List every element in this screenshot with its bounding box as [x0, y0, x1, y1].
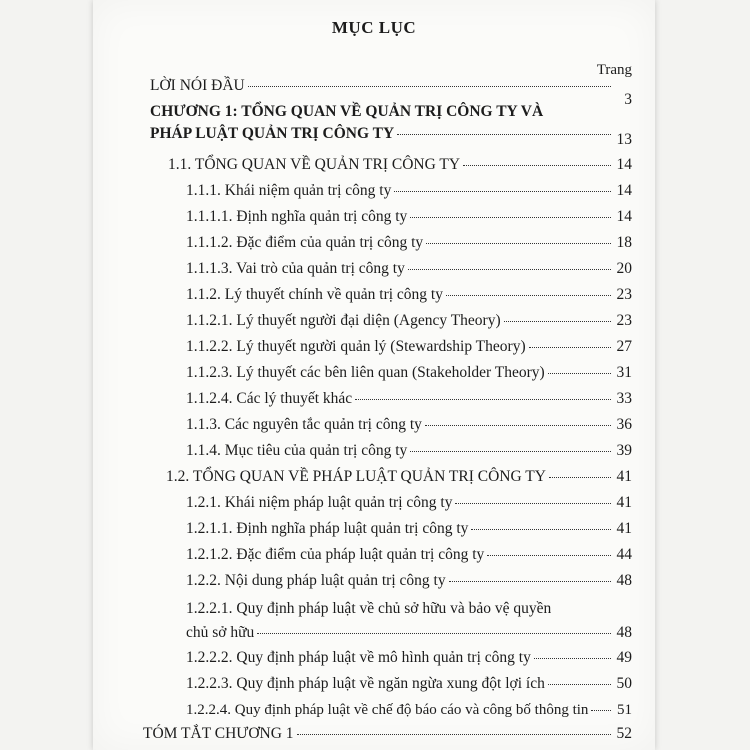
toc-entry-text: 1.1.1. Khái niệm quản trị công ty	[186, 182, 392, 199]
toc-entry	[186, 571, 632, 591]
toc-entry-page: 31	[616, 364, 632, 381]
toc-entry	[186, 674, 632, 694]
toc-entry-page: 44	[616, 546, 632, 563]
toc-entry	[186, 389, 632, 409]
toc-entry-text: 1.1.2.4. Các lý thuyết khác	[186, 390, 353, 407]
dot-leader	[504, 321, 611, 322]
dot-leader	[548, 684, 611, 685]
toc-entry	[186, 181, 632, 201]
toc-entry	[186, 259, 632, 279]
toc-entry-text: PHÁP LUẬT QUẢN TRỊ CÔNG TY	[150, 125, 395, 142]
dot-leader	[425, 425, 611, 426]
toc-entry-text: 1.1.2.1. Lý thuyết người đại diện (Agency Theory)	[186, 312, 501, 329]
page-title: MỤC LỤC	[331, 18, 417, 37]
toc-entry-text: 1.1.1.2. Đặc điểm của quản trị công ty	[186, 234, 424, 251]
toc-entry	[186, 415, 632, 435]
toc-entry	[186, 597, 632, 645]
toc-entry	[186, 441, 632, 461]
toc-entry-text: LỜI NÓI ĐẦU	[150, 77, 245, 94]
toc-entry-text: 1.1.1.3. Vai trò của quản trị công ty	[186, 260, 405, 277]
toc-entry-page: 41	[616, 468, 632, 485]
dot-leader	[548, 373, 611, 374]
toc-entry-page: 48	[616, 624, 632, 641]
toc-entry	[186, 519, 632, 539]
toc-entry-text: 1.1.4. Mục tiêu của quản trị công ty	[186, 442, 408, 459]
dot-leader	[487, 555, 611, 556]
page-column-label: Trang	[596, 62, 632, 78]
toc-entry-page: 20	[616, 260, 632, 277]
toc-entry	[143, 724, 632, 744]
toc-entry-page: 51	[617, 702, 632, 718]
dot-leader	[529, 347, 611, 348]
toc-entry-text: 1.2.1.2. Đặc điểm của pháp luật quản trị công ty	[186, 546, 485, 563]
toc-entry	[166, 467, 632, 487]
dot-leader	[410, 451, 611, 452]
toc-entry-page: 3	[624, 91, 632, 108]
toc-entry-page: 41	[616, 494, 632, 511]
dot-leader	[248, 86, 611, 87]
toc-entry-text: TÓM TẮT CHƯƠNG 1	[143, 725, 294, 742]
dot-leader	[355, 399, 611, 400]
toc-entry-text: 1.1.2.3. Lý thuyết các bên liên quan (Stakeholder Theory)	[186, 364, 545, 381]
toc-entry-page: 23	[616, 286, 632, 303]
toc-entry	[186, 233, 632, 253]
toc-entry	[186, 648, 632, 668]
toc-entry	[186, 493, 632, 513]
dot-leader	[257, 633, 611, 634]
toc-entry	[186, 311, 632, 331]
dot-leader	[408, 269, 611, 270]
dot-leader	[394, 191, 611, 192]
toc-entry	[168, 155, 632, 175]
toc-entry-page: 33	[616, 390, 632, 407]
toc-entry-text: 1.2.1.1. Định nghĩa pháp luật quản trị công ty	[186, 520, 469, 537]
toc-entry-page: 13	[616, 131, 632, 148]
toc-entry-page: 36	[616, 416, 632, 433]
toc-entry-text: 1.2.2.4. Quy định pháp luật về chế độ báo cáo và công bố thông tin	[186, 702, 589, 718]
toc-entry-text-line1: 1.2.2.1. Quy định pháp luật về chủ sở hữu và bảo vệ quyền	[186, 600, 552, 617]
toc-entry-text: 1.2.2. Nội dung pháp luật quản trị công ty	[186, 572, 446, 589]
toc-entry-text: 1.1.1.1. Định nghĩa quản trị công ty	[186, 208, 408, 225]
toc-entry-chapter	[150, 101, 632, 148]
dot-leader	[534, 658, 611, 659]
toc-entry-text: 1.1.3. Các nguyên tắc quản trị công ty	[186, 416, 422, 433]
document-page	[93, 0, 655, 750]
toc-entry	[186, 363, 632, 383]
dot-leader	[426, 243, 611, 244]
dot-leader	[455, 503, 611, 504]
dot-leader	[471, 529, 611, 530]
toc-entry-page: 14	[616, 182, 632, 199]
toc-entry-page: 48	[616, 572, 632, 589]
toc-entry-text: chủ sở hữu	[186, 624, 255, 641]
toc-entry-page: 14	[616, 208, 632, 225]
dot-leader	[410, 217, 611, 218]
toc-entry-page: 50	[616, 675, 632, 692]
toc-entry-text: 1.2.2.2. Quy định pháp luật về mô hình quản trị công ty	[186, 649, 531, 666]
dot-leader	[463, 165, 611, 166]
toc-entry-page: 52	[616, 725, 632, 742]
toc-entry	[186, 207, 632, 227]
toc-entry-page: 41	[616, 520, 632, 537]
toc-entry	[186, 285, 632, 305]
toc-entry	[186, 337, 632, 357]
toc-entry	[150, 76, 632, 108]
toc-entry-text: 1.1.2.2. Lý thuyết người quản lý (Stewardship Theory)	[186, 338, 526, 355]
toc-entry-text: 1.1.2. Lý thuyết chính về quản trị công ty	[186, 286, 443, 303]
toc-entry	[186, 700, 632, 720]
toc-entry-text: 1.1. TỔNG QUAN VỀ QUẢN TRỊ CÔNG TY	[168, 156, 461, 173]
dot-leader	[591, 710, 611, 711]
toc-entry-page: 14	[616, 156, 632, 173]
dot-leader	[397, 134, 611, 135]
dot-leader	[297, 734, 611, 735]
toc-entry-text-line1: CHƯƠNG 1: TỔNG QUAN VỀ QUẢN TRỊ CÔNG TY VÀ	[150, 103, 544, 120]
toc-entry-page: 27	[616, 338, 632, 355]
toc-entry	[186, 545, 632, 565]
toc-entry-page: 39	[616, 442, 632, 459]
dot-leader	[549, 477, 611, 478]
toc-entry-page: 23	[616, 312, 632, 329]
toc-entry-text: 1.2. TỔNG QUAN VỀ PHÁP LUẬT QUẢN TRỊ CÔNG TY	[166, 468, 546, 485]
dot-leader	[446, 295, 611, 296]
toc-entry-page: 49	[616, 649, 632, 666]
dot-leader	[449, 581, 611, 582]
toc-entry-text: 1.2.2.3. Quy định pháp luật về ngăn ngừa xung đột lợi ích	[186, 675, 545, 692]
toc-entry-page: 18	[616, 234, 632, 251]
toc-entry-text: 1.2.1. Khái niệm pháp luật quản trị công ty	[186, 494, 453, 511]
